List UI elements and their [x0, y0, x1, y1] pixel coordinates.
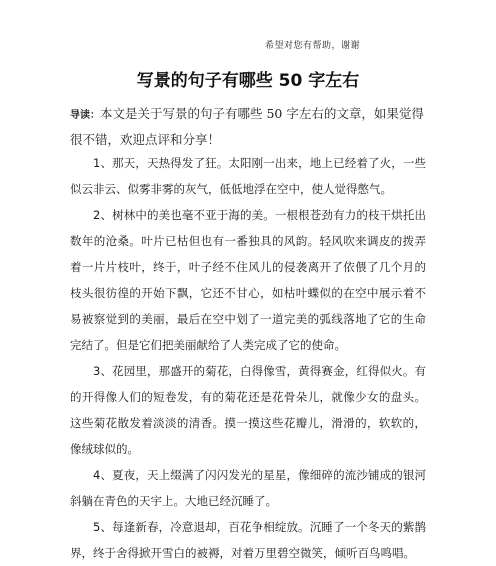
document-body [70, 150, 426, 566]
intro-lead: 导读： [70, 110, 100, 121]
paragraph-5: 5、每逢新春，冷意退却，百花争相绽放。沉睡了一个冬天的紫鹊界，终于舍得掀开雪白的被褥，对着万里碧空微笑，倾听百鸟鸣唱。 [70, 520, 426, 560]
document-title: 写景的句子有哪些 50 字左右 [136, 71, 360, 91]
paragraph-1: 1、那天，天热得发了狂。太阳刚一出来，地上已经着了火，一些似云非云、似雾非雾的灰气，低低地浮在空中，使人觉得憋气。 [70, 156, 426, 196]
header-note: 希望对您有帮助，谢谢 [264, 41, 360, 51]
paragraph-2: 2、树林中的美也毫不亚于海的美。一根根苍劲有力的枝干烘托出数年的沧桑。叶片已枯但也有一番独具的风韵。轻风吹来调皮的拨弄着一片片枝叶，终于，叶子经不住风儿的侵袭离开了依偎了几个月的枝头很彷徨的开始下飘，它还不甘心，如枯叶蝶似的在空中展示着不易被察觉到的美丽，最后在空中划了一道完美的弧线落地了它的生命完结了。但是它们把美丽献给了人类完成了它的使命。 [70, 208, 426, 352]
intro [70, 102, 426, 152]
paragraph-4: 4、夏夜，天上缀满了闪闪发光的星星，像细碎的流沙铺成的银河斜躺在青色的天宇上。大地已经沉睡了。 [70, 468, 426, 508]
intro-text: 本文是关于写景的句子有哪些 50 字左右的文章，如果觉得很不错，欢迎点评和分享！ [70, 106, 424, 147]
paragraph-3: 3、花园里，那盛开的菊花，白得像雪，黄得赛金，红得似火。有的开得像人们的短卷发，有的菊花还是花骨朵儿，就像少女的盘头。这些菊花散发着淡淡的清香。摸一摸这些花瓣儿，滑滑的，软软的，像绒球似的。 [70, 364, 426, 456]
